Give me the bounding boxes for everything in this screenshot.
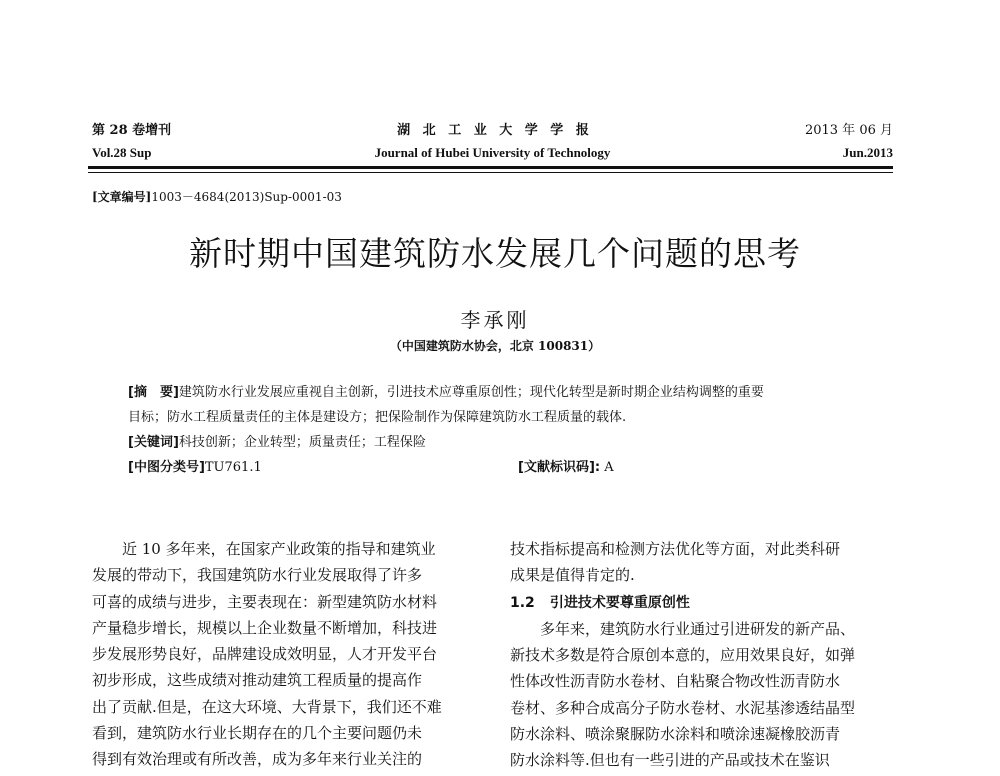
body-right-column [510,536,905,774]
doc-code-value: A [604,460,614,475]
right-line: 防水涂料、喷涂聚脲防水涂料和喷涂速凝橡胶沥青 [510,725,841,744]
date-cn: 2013 年 06 月 [804,123,893,138]
abstract-line-2: 目标；防水工程质量责任的主体是建设方；把保险制作为保障建筑防水工程质量的载体. [128,410,627,425]
section-heading [510,589,905,616]
right-line: 卷材、多种合成高分子防水卷材、水泥基渗透结晶型 [510,698,856,717]
header-rule-thick [88,166,893,169]
keywords-line [128,430,888,455]
left-line: 近 10 多年来，在国家产业政策的指导和建筑业 [92,540,436,558]
section-number: 1.2 [510,594,535,611]
classification-line [128,455,888,480]
article-number [92,188,342,205]
abstract-block [128,380,888,480]
journal-name-en: Journal of Hubei University of Technology [374,145,611,160]
keywords-value: 科技创新；企业转型；质量责任；工程保险 [178,435,426,450]
journal-name-cn: 湖 北 工 业 大 学 学 报 [397,123,593,138]
left-line: 得到有效治理或有所改善，成为多年来行业关注的 [92,750,423,769]
abstract-line-1: [摘 要]建筑防水行业发展应重视自主创新，引进技术应尊重原创性；现代化转型是新时期企业结构调整的重要 [128,385,764,400]
classification-label: [中图分类号] [128,460,205,475]
right-line: 技术指标提高和检测方法优化等方面，对此类科研 [510,540,841,558]
right-line: 防水涂料等.但也有一些引进的产品或技术在鉴识 [510,751,830,770]
keywords-label: [关键词] [128,435,179,450]
left-line: 看到，建筑防水行业长期存在的几个主要问题仍未 [92,724,423,743]
section-title: 引进技术要尊重原创性 [549,594,690,611]
left-line: 步发展形势良好，品牌建设成效明显，人才开发平台 [92,645,438,664]
date-en: Jun.2013 [842,145,893,160]
volume-en: Vol.28 Sup [92,145,152,160]
right-line: 多年来，建筑防水行业通过引进研发的新产品、 [510,619,856,638]
left-line: 产量稳步增长，规模以上企业数量不断增加，科技进 [92,618,438,637]
paper-title: 新时期中国建筑防水发展几个问题的思考 [189,234,801,273]
header-rule-thin [88,172,893,173]
volume-cn: 第 28 卷增刊 [92,123,172,138]
doc-code [518,455,614,480]
author-name: 李承刚 [460,308,530,332]
right-line: 成果是值得肯定的. [510,566,635,585]
right-line: 新技术多数是符合原创本意的，应用效果良好，如弹 [510,646,856,665]
classification-value: TU761.1 [204,460,262,475]
author-affiliation: （中国建筑防水协会，北京 100831） [389,339,601,353]
left-line: 初步形成，这些成绩对推动建筑工程质量的提高作 [92,671,423,690]
left-line: 出了贡献.但是，在这大环境、大背景下，我们还不难 [92,697,442,716]
abstract-label: [摘 要] [128,385,179,400]
left-line: 发展的带动下，我国建筑防水行业发展取得了许多 [92,566,423,585]
left-line: 可喜的成绩与进步，主要表现在：新型建筑防水材料 [92,592,438,611]
right-line: 性体改性沥青防水卷材、自粘聚合物改性沥青防水 [510,672,841,691]
article-number-label: [文章编号] [92,190,152,204]
article-number-value: 1003－4684(2013)Sup-0001-03 [151,190,342,204]
doc-code-label: [文献标识码]: [518,460,601,475]
body-left-column [92,536,497,773]
